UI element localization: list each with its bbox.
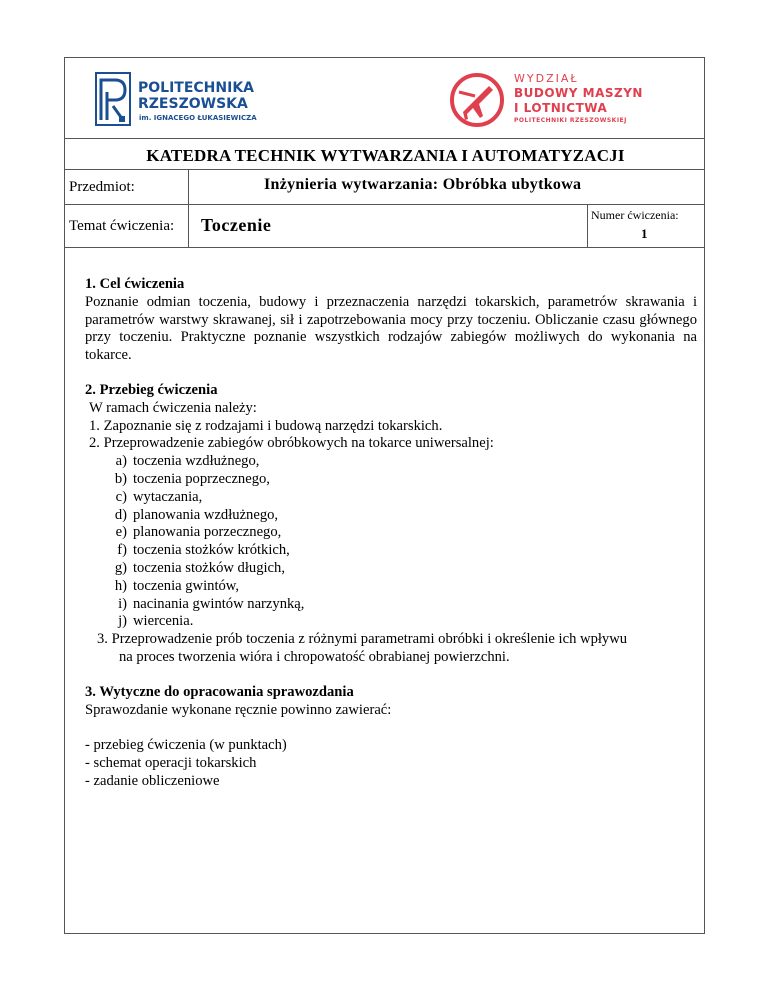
divider (587, 204, 588, 247)
course-list-text: toczenia stożków krótkich, (133, 542, 290, 559)
course-step-2: 2. Przeprowadzenie zabiegów obróbkowych na tokarce uniwersalnej: (89, 435, 494, 452)
course-list-text: toczenia gwintów, (133, 577, 240, 594)
faculty-airplane-logo-icon (449, 72, 505, 128)
goal-heading: 1. Cel ćwiczenia (85, 276, 185, 292)
politechnika-name-line3: im. IGNACEGO ŁUKASIEWICZA (139, 114, 257, 122)
report-section (85, 684, 697, 791)
course-list-text: planowania wzdłużnego, (133, 506, 279, 523)
topic-value: Toczenie (201, 215, 272, 235)
course-intro: W ramach ćwiczenia należy: (89, 399, 257, 416)
report-item: - schemat operacji tokarskich (85, 754, 257, 771)
course-heading: 2. Przebieg ćwiczenia (85, 381, 218, 398)
course-list-marker: h) (114, 577, 127, 594)
course-list-item (85, 524, 697, 542)
department-title: KATEDRA TECHNIK WYTWARZANIA I AUTOMATYZACJI (146, 146, 625, 165)
course-list-item (85, 471, 697, 489)
course-list-marker: d) (114, 506, 127, 523)
course-list-marker: a) (115, 453, 127, 470)
faculty-line1: WYDZIAŁ (514, 72, 579, 85)
course-list-marker: g) (114, 559, 127, 576)
course-list-marker: f) (117, 542, 127, 559)
course-list-marker: b) (114, 470, 127, 487)
faculty-line2: BUDOWY MASZYN (514, 86, 643, 100)
report-item: - przebieg ćwiczenia (w punktach) (85, 737, 287, 754)
course-list-text: toczenia stożków długich, (133, 559, 285, 576)
divider (65, 169, 704, 170)
divider (65, 138, 704, 139)
faculty-line4: POLITECHNIKI RZESZOWSKIEJ (514, 117, 627, 124)
report-intro: Sprawozdanie wykonane ręcznie powinno zawierać: (85, 701, 392, 718)
course-list-item (85, 560, 697, 578)
course-list-marker: j) (118, 613, 127, 630)
course-step-3-cont: na proces tworzenia wióra i chropowatość obrabianej powierzchni. (119, 648, 510, 665)
faculty-line3: I LOTNICTWA (514, 101, 608, 115)
politechnika-name-line1: POLITECHNIKA (138, 80, 255, 96)
course-list-item (85, 578, 697, 596)
topic-label: Temat ćwiczenia: (69, 218, 175, 234)
divider (188, 169, 189, 247)
report-item: - zadanie obliczeniowe (85, 772, 220, 789)
exercise-number-value: 1 (641, 226, 648, 241)
course-list-marker: i) (118, 595, 127, 612)
course-step-3: 3. Przeprowadzenie prób toczenia z różnymi parametrami obróbki i określenie ich wpływu (97, 631, 628, 648)
course-section (85, 382, 697, 667)
subject-label: Przedmiot: (69, 179, 135, 195)
politechnika-name-line2: RZESZOWSKA (138, 96, 248, 112)
exercise-number-label: Numer ćwiczenia: (591, 208, 679, 222)
course-list-marker: e) (115, 524, 127, 541)
document-frame (64, 57, 705, 934)
course-list-text: wytaczania, (133, 488, 203, 505)
course-list-text: nacinania gwintów narzynką, (133, 595, 305, 612)
course-step-1: 1. Zapoznanie się z rodzajami i budową narzędzi tokarskich. (89, 417, 443, 434)
course-list-item (85, 542, 697, 560)
course-list-item (85, 596, 697, 614)
report-heading: 3. Wytyczne do opracowania sprawozdania (85, 683, 354, 700)
course-list-item (85, 489, 697, 507)
course-list-text: toczenia wzdłużnego, (133, 453, 260, 470)
course-list-text: planowania porzecznego, (133, 524, 282, 541)
course-list-text: toczenia poprzecznego, (133, 470, 270, 487)
course-list-item (85, 507, 697, 525)
course-list-item (85, 613, 697, 631)
divider (65, 247, 704, 248)
politechnika-logo-icon (95, 72, 131, 126)
exercise-content (85, 276, 697, 791)
course-list-item (85, 453, 697, 471)
course-list-text: wiercenia. (133, 613, 194, 630)
course-list-marker: c) (115, 488, 127, 505)
subject-value: Inżynieria wytwarzania: Obróbka ubytkowa (264, 176, 582, 193)
goal-text: Poznanie odmian toczenia, budowy i przeznaczenia narzędzi tokarskich, parametrów skrawania i parametrów warstwy skrawanej, sił i zapotrzebowania mocy przy toczeniu. Obliczanie czasu głównego przy toczeniu. Praktyczne poznanie wszystkich rodzajów zabiegów możliwych do wykonania na tokarce. (85, 293, 697, 364)
divider (65, 204, 704, 205)
goal-section (85, 276, 697, 365)
